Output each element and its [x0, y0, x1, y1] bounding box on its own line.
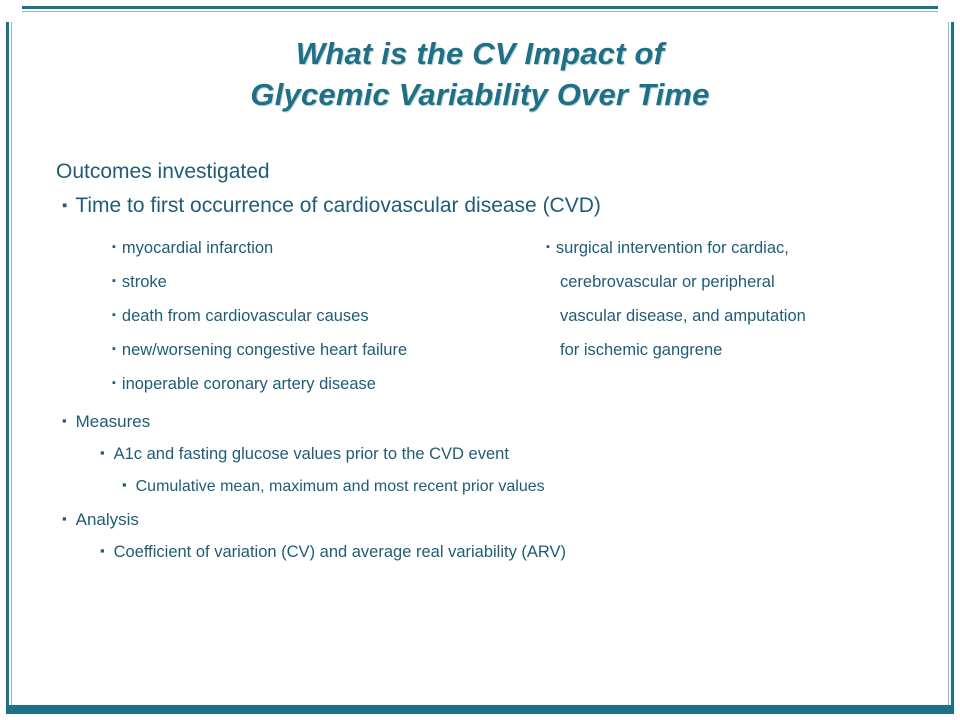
list-item-label: Cumulative mean, maximum and most recent prior values	[135, 477, 545, 495]
dot-bullet-icon: ▪	[112, 308, 116, 321]
analysis-heading	[56, 507, 926, 533]
list-item-continuation: for ischemic gangrene	[560, 341, 723, 360]
dot-bullet-icon: ▪	[112, 240, 116, 253]
list-item-continuation: cerebrovascular or peripheral	[560, 272, 775, 291]
primary-bullet-label: Time to first occurrence of cardiovascular disease (CVD)	[75, 194, 601, 218]
square-bullet-icon: ▪	[100, 543, 105, 559]
outcome-column-right	[546, 231, 936, 368]
list-item	[112, 231, 572, 265]
measures-heading	[56, 409, 926, 435]
outcomes-heading: Outcomes investigated	[56, 160, 270, 183]
list-item	[546, 231, 936, 265]
list-item-label: Coefficient of variation (CV) and average real variability (ARV)	[113, 543, 567, 562]
measures-label: Measures	[75, 411, 151, 431]
list-item-label: myocardial infarction	[121, 238, 274, 257]
list-item	[56, 442, 926, 467]
square-bullet-icon: ▪	[122, 476, 127, 492]
title-line-2: Glycemic Variability Over Time	[250, 76, 710, 112]
dot-bullet-icon: ▪	[112, 377, 116, 390]
square-bullet-icon: ▪	[62, 197, 68, 215]
slide-bottom-band	[9, 705, 951, 711]
list-item	[112, 299, 572, 333]
list-item-label: A1c and fasting glucose values prior to the CVD event	[113, 445, 509, 464]
slide-title	[60, 34, 900, 116]
list-item-label: new/worsening congestive heart failure	[121, 341, 408, 360]
list-item	[112, 367, 572, 401]
list-item-label: death from cardiovascular causes	[121, 306, 369, 325]
outcome-columns	[56, 231, 926, 401]
list-item-label: inoperable coronary artery disease	[121, 375, 376, 394]
corner-accent-top-right	[938, 6, 954, 22]
dot-bullet-icon: ▪	[112, 274, 116, 287]
list-item-continuation: vascular disease, and amputation	[560, 306, 806, 325]
slide-body	[56, 158, 926, 573]
list-item-label: surgical intervention for cardiac,	[555, 238, 789, 257]
list-item	[56, 475, 926, 499]
corner-accent-top-left	[6, 6, 22, 22]
analysis-label: Analysis	[75, 509, 139, 529]
list-item-label: stroke	[121, 272, 167, 291]
square-bullet-icon: ▪	[62, 412, 67, 428]
list-item	[112, 333, 572, 367]
dot-bullet-icon: ▪	[112, 343, 116, 356]
list-item	[112, 265, 572, 299]
list-item	[56, 540, 926, 565]
title-line-1: What is the CV Impact of	[295, 36, 665, 71]
square-bullet-icon: ▪	[62, 510, 67, 526]
outcome-column-left	[112, 231, 572, 402]
square-bullet-icon: ▪	[100, 445, 105, 461]
primary-bullet	[56, 192, 926, 220]
dot-bullet-icon: ▪	[546, 240, 550, 253]
